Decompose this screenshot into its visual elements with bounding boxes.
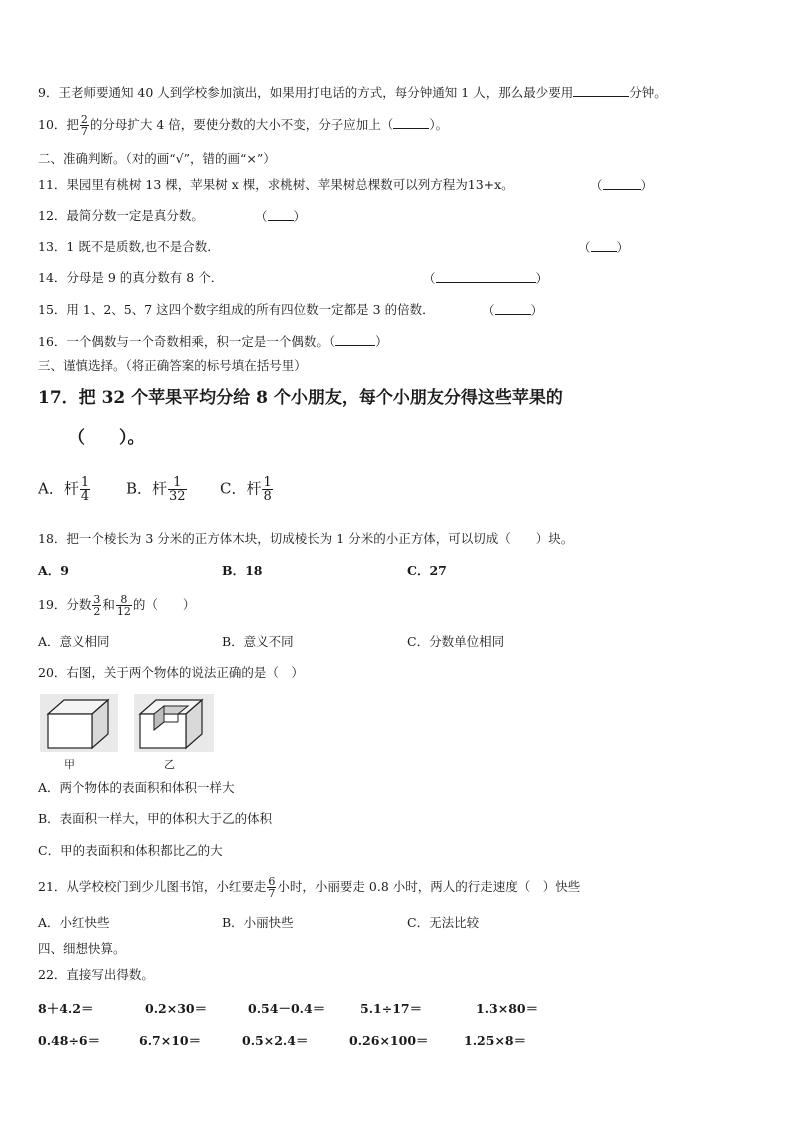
question-11-text: 11．果园里有桃树 13 棵，苹果树 x 棵，求桃树、苹果树总棵数可以列方程为13+x。 xyxy=(38,177,514,192)
option-c[interactable] xyxy=(220,476,274,503)
question-19 xyxy=(38,594,195,617)
question-13-text: 13．1 既不是质数,也不是合数． xyxy=(38,239,220,254)
numerator: 8 xyxy=(120,593,128,606)
answer-blank[interactable] xyxy=(573,82,629,97)
calc-item: 6.7×10＝ xyxy=(139,1033,202,1048)
paren-open: （ xyxy=(578,240,591,255)
question-21-post: 小时，小丽要走 0.8 小时，两人的行走速度（ ）快些 xyxy=(277,879,581,894)
denominator: 4 xyxy=(80,489,90,504)
question-17-line-2: （ ）。 xyxy=(68,428,145,448)
answer-paren[interactable] xyxy=(423,268,548,289)
section-2-heading: 二、准确判断。（对的画“√”，错的画“×”） xyxy=(38,151,276,166)
calc-item: 1.3×80＝ xyxy=(476,1001,539,1016)
option-a[interactable]: A．两个物体的表面积和体积一样大 xyxy=(38,780,235,795)
answer-blank[interactable] xyxy=(591,237,617,252)
figure-label-yi: 乙 xyxy=(164,758,175,771)
fraction xyxy=(80,476,90,503)
question-12-text: 12．最简分数一定是真分数。 xyxy=(38,208,204,223)
question-20: 20．右图，关于两个物体的说法正确的是（ ） xyxy=(38,665,304,680)
question-15-text: 15．用 1、2、5、7 这四个数字组成的所有四位数一定都是 3 的倍数． xyxy=(38,302,435,317)
question-18: 18．把一个棱长为 3 分米的正方体木块，切成棱长为 1 分米的小正方体，可以切成（ ）块。 xyxy=(38,531,574,546)
answer-paren[interactable] xyxy=(578,237,629,258)
denominator: 32 xyxy=(169,489,186,504)
numerator: 3 xyxy=(93,593,101,606)
fraction xyxy=(92,594,101,617)
numerator: 6 xyxy=(268,875,276,888)
calc-item: 1.25×8＝ xyxy=(464,1033,527,1048)
question-19-mid: 和 xyxy=(102,597,115,612)
question-9-text: 9．王老师要通知 40 人到学校参加演出，如果用打电话的方式，每分钟通知 1 人，那么最少要用 xyxy=(38,85,574,100)
numerator: 1 xyxy=(173,475,182,490)
option-label: A．杆 xyxy=(38,479,79,498)
option-c[interactable]: C．甲的表面积和体积都比乙的大 xyxy=(38,843,223,858)
option-c[interactable]: C．无法比较 xyxy=(407,915,480,930)
answer-paren[interactable] xyxy=(255,206,306,227)
option-b[interactable] xyxy=(126,476,188,503)
answer-blank[interactable] xyxy=(495,300,531,315)
paren-close: ） xyxy=(375,334,388,349)
question-22: 22．直接写出得数。 xyxy=(38,967,154,982)
answer-blank[interactable] xyxy=(393,114,429,129)
question-14-text: 14．分母是 9 的真分数有 8 个． xyxy=(38,270,224,285)
paren-close: ） xyxy=(530,303,544,318)
option-label: C．杆 xyxy=(220,479,262,498)
option-a[interactable]: A．9 xyxy=(38,563,69,578)
figure-label-jia: 甲 xyxy=(64,758,75,771)
paren-open: （ xyxy=(482,303,495,318)
denominator: 7 xyxy=(268,887,276,900)
calc-item: 0.48÷6＝ xyxy=(38,1033,101,1048)
fraction xyxy=(116,594,132,617)
question-14 xyxy=(38,268,223,288)
option-a[interactable]: A．意义相同 xyxy=(38,634,110,649)
calc-item: 8＋4.2＝ xyxy=(38,1001,94,1016)
answer-blank[interactable] xyxy=(436,268,536,283)
paren-close: ） xyxy=(640,178,654,193)
answer-blank[interactable] xyxy=(603,175,641,190)
paren-close: ） xyxy=(293,209,307,224)
paren-close: ） xyxy=(616,240,630,255)
option-a[interactable] xyxy=(38,476,91,503)
question-16-text: 16．一个偶数与一个奇数相乘，积一定是一个偶数。（ xyxy=(38,334,336,349)
denominator: 8 xyxy=(263,489,272,504)
option-c[interactable]: C．分数单位相同 xyxy=(407,634,505,649)
figure-cube-jia xyxy=(40,694,118,752)
calc-item: 0.26×100＝ xyxy=(349,1033,429,1048)
question-19-pre: 19．分数 xyxy=(38,597,92,612)
calc-item: 0.5×2.4＝ xyxy=(242,1033,309,1048)
question-21-pre: 21．从学校校门到少儿图书馆，小红要走 xyxy=(38,879,267,894)
question-10-pre: 10．把 xyxy=(38,117,79,132)
question-10-post: 的分母扩大 4 倍，要使分数的大小不变，分子应加上（ xyxy=(89,117,394,132)
question-9 xyxy=(38,82,667,103)
fraction xyxy=(80,114,89,137)
question-9-tail: 分钟。 xyxy=(629,85,667,100)
question-15 xyxy=(38,300,435,320)
answer-paren[interactable] xyxy=(590,175,653,196)
question-10-close: ）。 xyxy=(429,117,449,132)
answer-blank[interactable] xyxy=(335,331,375,346)
fraction xyxy=(262,476,272,503)
question-17-line-1: 17．把 32 个苹果平均分给 8 个小朋友，每个小朋友分得这些苹果的 xyxy=(38,388,563,408)
question-16 xyxy=(38,331,388,352)
section-3-heading: 三、谨慎选择。（将正确答案的标号填在括号里） xyxy=(38,358,307,373)
fraction xyxy=(267,876,276,899)
paren-open: （ xyxy=(255,209,268,224)
calc-item: 0.54－0.4＝ xyxy=(248,1001,326,1016)
numerator: 2 xyxy=(80,113,88,126)
option-c[interactable]: C．27 xyxy=(407,563,447,578)
paren-open: （ xyxy=(590,178,603,193)
figure-cube-yi xyxy=(134,694,214,752)
option-a[interactable]: A．小红快些 xyxy=(38,915,110,930)
question-21 xyxy=(38,876,580,899)
fraction xyxy=(168,476,187,503)
denominator: 2 xyxy=(93,605,101,618)
question-12 xyxy=(38,206,204,226)
option-b[interactable]: B．小丽快些 xyxy=(222,915,294,930)
option-b[interactable]: B．表面积一样大，甲的体积大于乙的体积 xyxy=(38,811,273,826)
question-10 xyxy=(38,114,448,137)
question-11 xyxy=(38,175,514,195)
calc-item: 5.1÷17＝ xyxy=(360,1001,423,1016)
denominator: 7 xyxy=(80,125,88,138)
option-label: B．杆 xyxy=(126,479,168,498)
numerator: 1 xyxy=(80,475,90,490)
section-4-heading: 四、细想快算。 xyxy=(38,941,126,956)
denominator: 12 xyxy=(116,605,131,618)
paren-close: ） xyxy=(535,271,549,286)
question-13 xyxy=(38,237,220,257)
answer-paren[interactable] xyxy=(482,300,543,321)
option-b[interactable]: B．意义不同 xyxy=(222,634,294,649)
option-b[interactable]: B．18 xyxy=(222,563,263,578)
calc-item: 0.2×30＝ xyxy=(145,1001,208,1016)
numerator: 1 xyxy=(263,475,272,490)
question-19-post: 的（ ） xyxy=(132,597,196,612)
paren-open: （ xyxy=(423,271,436,286)
answer-blank[interactable] xyxy=(268,206,294,221)
